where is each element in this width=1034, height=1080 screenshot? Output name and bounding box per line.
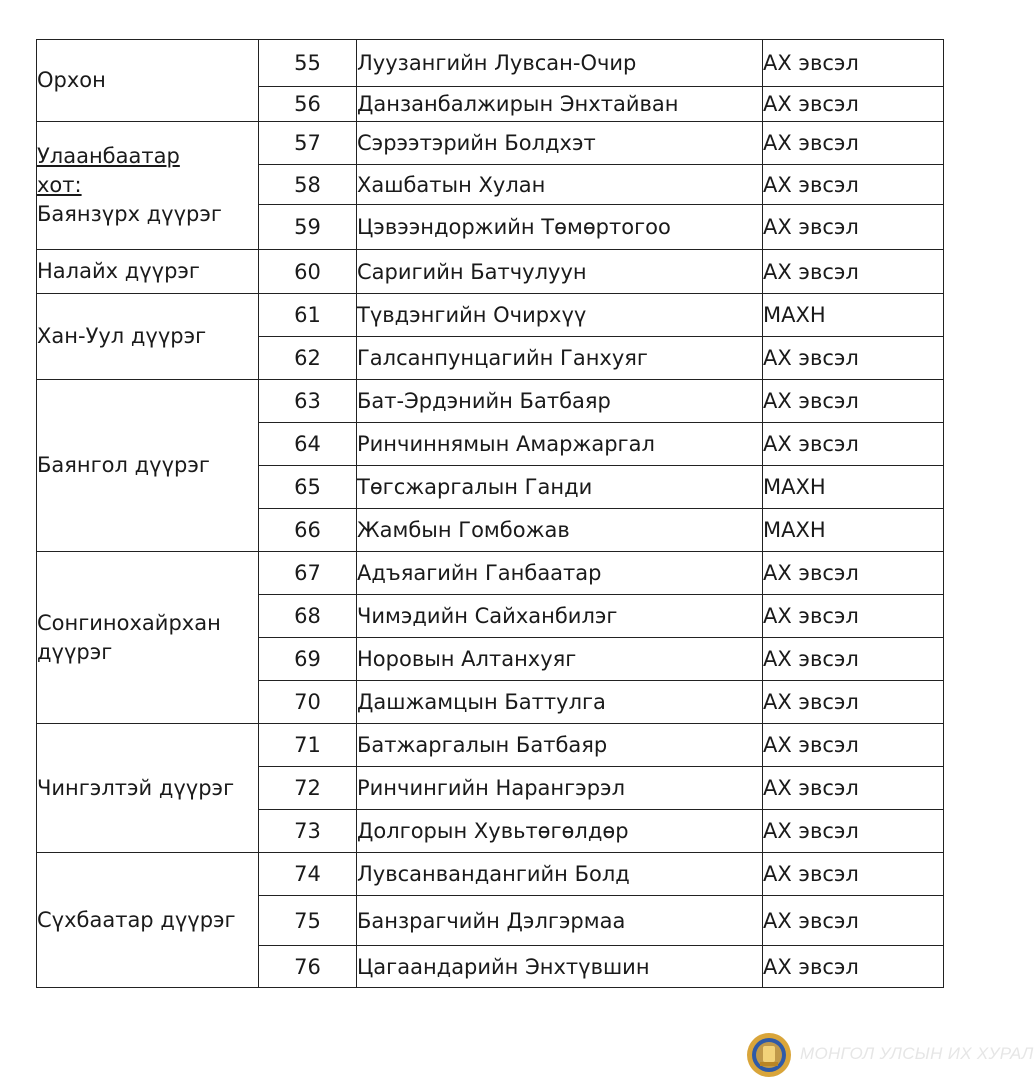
member-number: 76 — [259, 946, 357, 988]
region-label: Баянгол дүүрэг — [37, 453, 210, 477]
region-cell — [37, 552, 259, 724]
member-number: 57 — [259, 122, 357, 165]
member-party: АХ эвсэл — [763, 552, 944, 595]
member-name: Лувсанвандангийн Болд — [357, 853, 763, 896]
member-number: 70 — [259, 681, 357, 724]
table-row — [37, 40, 944, 87]
member-name: Саригийн Батчулуун — [357, 250, 763, 294]
member-number: 68 — [259, 595, 357, 638]
member-name: Ринчингийн Нарангэрэл — [357, 767, 763, 810]
member-number: 59 — [259, 205, 357, 250]
region-label: Хан-Уул дүүрэг — [37, 324, 207, 348]
member-number: 69 — [259, 638, 357, 681]
region-label: Орхон — [37, 68, 106, 92]
member-number: 55 — [259, 40, 357, 87]
member-name: Жамбын Гомбожав — [357, 509, 763, 552]
member-name: Банзрагчийн Дэлгэрмаа — [357, 896, 763, 946]
member-number: 65 — [259, 466, 357, 509]
region-cell — [37, 853, 259, 988]
member-party: МАХН — [763, 509, 944, 552]
region-label: Баянзүрх дүүрэг — [37, 202, 222, 226]
member-name: Хашбатын Хулан — [357, 165, 763, 205]
member-number: 71 — [259, 724, 357, 767]
member-name: Сэрээтэрийн Болдхэт — [357, 122, 763, 165]
region-cell — [37, 250, 259, 294]
member-party: АХ эвсэл — [763, 87, 944, 122]
member-party: АХ эвсэл — [763, 638, 944, 681]
logo-text: МОНГОЛ УЛСЫН ИХ ХУРАЛ — [800, 1044, 1034, 1063]
member-party: АХ эвсэл — [763, 681, 944, 724]
members-table-body — [37, 40, 944, 988]
member-number: 60 — [259, 250, 357, 294]
region-label: Сонгинохайрхан — [37, 610, 221, 635]
member-name: Төгсжаргалын Ганди — [357, 466, 763, 509]
member-name: Долгорын Хувьтөгөлдөр — [357, 810, 763, 853]
member-party: АХ эвсэл — [763, 896, 944, 946]
member-party: АХ эвсэл — [763, 595, 944, 638]
parliament-logo — [744, 1030, 1034, 1080]
member-party: МАХН — [763, 466, 944, 509]
member-name: Батжаргалын Батбаяр — [357, 724, 763, 767]
member-party: АХ эвсэл — [763, 853, 944, 896]
members-table — [36, 39, 944, 988]
table-row — [37, 853, 944, 896]
member-name: Данзанбалжирын Энхтайван — [357, 87, 763, 122]
member-name: Бат-Эрдэнийн Батбаяр — [357, 380, 763, 423]
member-name: Галсанпунцагийн Ганхуяг — [357, 337, 763, 380]
member-number: 64 — [259, 423, 357, 466]
table-row — [37, 294, 944, 337]
member-party: АХ эвсэл — [763, 380, 944, 423]
member-name: Дашжамцын Баттулга — [357, 681, 763, 724]
member-number: 67 — [259, 552, 357, 595]
member-number: 56 — [259, 87, 357, 122]
region-cell — [37, 122, 259, 250]
member-party: АХ эвсэл — [763, 337, 944, 380]
region-cell — [37, 724, 259, 853]
state-emblem-icon — [746, 1032, 792, 1078]
member-party: АХ эвсэл — [763, 40, 944, 87]
member-number: 75 — [259, 896, 357, 946]
member-number: 63 — [259, 380, 357, 423]
member-name: Ринчиннямын Амаржаргал — [357, 423, 763, 466]
member-party: АХ эвсэл — [763, 250, 944, 294]
member-name: Адъяагийн Ганбаатар — [357, 552, 763, 595]
member-number: 66 — [259, 509, 357, 552]
region-label: Улаанбаатар — [37, 144, 180, 168]
member-number: 62 — [259, 337, 357, 380]
table-row — [37, 380, 944, 423]
member-number: 58 — [259, 165, 357, 205]
region-cell — [37, 380, 259, 552]
region-cell — [37, 294, 259, 380]
member-name: Чимэдийн Сайханбилэг — [357, 595, 763, 638]
member-party: АХ эвсэл — [763, 205, 944, 250]
member-party: АХ эвсэл — [763, 767, 944, 810]
member-party: АХ эвсэл — [763, 165, 944, 205]
region-label: дүүрэг — [37, 639, 113, 664]
region-label: хот: — [37, 173, 82, 197]
table-row — [37, 724, 944, 767]
member-party: АХ эвсэл — [763, 724, 944, 767]
member-party: АХ эвсэл — [763, 423, 944, 466]
table-row — [37, 552, 944, 595]
region-cell — [37, 40, 259, 122]
region-label: Чингэлтэй дүүрэг — [37, 775, 235, 800]
member-name: Түвдэнгийн Очирхүү — [357, 294, 763, 337]
member-number: 73 — [259, 810, 357, 853]
member-number: 74 — [259, 853, 357, 896]
member-party: АХ эвсэл — [763, 810, 944, 853]
member-number: 72 — [259, 767, 357, 810]
region-label: Налайх дүүрэг — [37, 259, 200, 283]
member-party: МАХН — [763, 294, 944, 337]
member-name: Цэвээндоржийн Төмөртогоо — [357, 205, 763, 250]
table-row — [37, 122, 944, 165]
region-label: Сүхбаатар дүүрэг — [37, 907, 236, 932]
member-name: Цагаандарийн Энхтүвшин — [357, 946, 763, 988]
member-name: Луузангийн Лувсан-Очир — [357, 40, 763, 87]
member-party: АХ эвсэл — [763, 946, 944, 988]
member-party: АХ эвсэл — [763, 122, 944, 165]
table-row — [37, 250, 944, 294]
member-number: 61 — [259, 294, 357, 337]
member-name: Норовын Алтанхуяг — [357, 638, 763, 681]
